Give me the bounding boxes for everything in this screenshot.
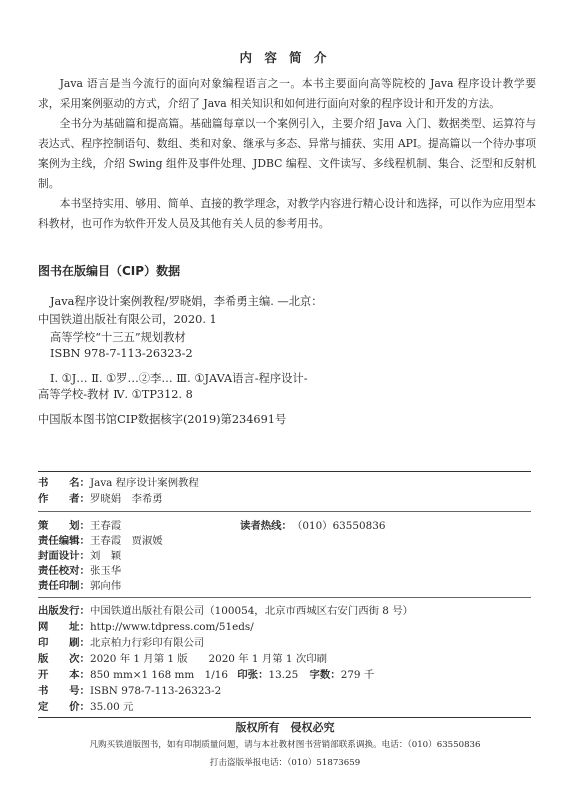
book-name-row [38, 476, 199, 490]
cip-title: 图书在版编目（CIP）数据 [38, 264, 181, 278]
words-label: 字数： [309, 669, 341, 681]
quality-note: 凡购买铁道版图书，如有印制质量问题，请与本社教材图书营销部联系调换。电话：（010）63550836 [89, 740, 481, 750]
book-name: Java 程序设计案例教程 [89, 477, 199, 489]
planner-label: 策 划： [38, 520, 90, 532]
planner-row [38, 519, 121, 533]
price-label: 定 价： [38, 701, 90, 713]
author-label: 作 者： [38, 493, 90, 505]
printer-label: 印 刷： [38, 637, 90, 649]
piracy-hotline: 打击盗版举报电话：（010）51873659 [209, 758, 361, 768]
divider [38, 471, 531, 472]
print-manager-row [38, 579, 121, 593]
cover-designer: 刘 颖 [89, 550, 122, 562]
intro-paragraph-3: 本书坚持实用、够用、简单、直接的教学理念，对教学内容进行精心设计和选择，可以作为应用型本科教材，也可作为软件开发人员及其他有关人员的参考用书。 [38, 197, 536, 230]
proof-row [38, 564, 121, 578]
cip-line: Ⅰ. ①J… Ⅱ. ①罗…②李… Ⅲ. ①JAVA语言-程序设计- [50, 372, 308, 385]
words: 279 千 [340, 669, 375, 681]
format-label: 开 本： [38, 669, 90, 681]
intro-title: 内 容 简 介 [239, 50, 331, 65]
divider [38, 597, 531, 598]
print-manager: 郭向伟 [89, 580, 122, 592]
url: http://www.tdpress.com/51eds/ [89, 621, 254, 633]
printer: 北京柏力行彩印有限公司 [89, 637, 205, 649]
cip-line: ISBN 978-7-113-26323-2 [50, 347, 193, 360]
intro-paragraph-1: Java 语言是当今流行的面向对象编程语言之一。本书主要面向高等院校的 Java 程序设计教学要求，采用案例驱动的方式，介绍了 Java 相关知识和如何进行面向对象的程序设计和开发的方法。 [38, 77, 536, 110]
isbn-label: 书 号： [38, 685, 90, 697]
isbn-row [38, 684, 221, 698]
isbn: ISBN 978-7-113-26323-2 [89, 685, 222, 697]
hotline-row [240, 519, 385, 533]
book-name-label: 书 名： [38, 477, 90, 489]
editor: 王春霞 贾淑媛 [89, 535, 163, 547]
rights-notice: 版权所有 侵权必究 [235, 721, 335, 734]
cover-row [38, 549, 121, 563]
publisher-row [38, 604, 413, 618]
divider [38, 717, 531, 718]
sheets: 13.25 [268, 669, 299, 681]
proof-label: 责任校对： [38, 565, 90, 577]
cip-number: 中国版本图书馆CIP数据核字(2019)第234691号 [38, 413, 287, 426]
divider [38, 511, 531, 512]
publisher: 中国铁道出版社有限公司（100054，北京市西城区右安门西街 8 号） [89, 605, 413, 617]
price-row [38, 700, 133, 714]
price: 35.00 元 [89, 701, 134, 713]
format: 850 mm×1 168 mm 1/16 [89, 669, 228, 681]
cip-line: 中国铁道出版社有限公司，2020. 1 [38, 313, 217, 326]
cip-line: 高等学校-教材 Ⅳ. ①TP312. 8 [38, 388, 193, 401]
edition: 2020 年 1 月第 1 版 2020 年 1 月第 1 次印刷 [89, 653, 327, 665]
intro-paragraph-2: 全书分为基础篇和提高篇。基础篇每章以一个案例引入，主要介绍 Java 入门、数据类型、运算符与表达式、程序控制语句、数组、类和对象、继承与多态、异常与捕获、实用 API。提高篇以一个待办事项案例为主线，介绍 Swing 组件及事件处理、JDBC 编程、文件读写、多线程机制、集合、泛型和反射机制。 [38, 117, 536, 190]
url-row [38, 620, 254, 634]
editor-row [38, 534, 163, 548]
hotline-label: 读者热线： [240, 520, 292, 532]
edition-label: 版 次： [38, 653, 90, 665]
cip-line: Java程序设计案例教程/罗晓娟，李希勇主编. —北京： [50, 295, 323, 308]
format-row [38, 668, 374, 682]
hotline: （010）63550836 [291, 520, 386, 532]
author: 罗晓娟 李希勇 [89, 493, 163, 505]
publisher-label: 出版发行： [38, 605, 90, 617]
planner: 王春霞 [89, 520, 122, 532]
proofreader: 张玉华 [89, 565, 122, 577]
author-row [38, 492, 163, 506]
print-manager-label: 责任印制： [38, 580, 90, 592]
url-label: 网 址： [38, 621, 90, 633]
cover-label: 封面设计： [38, 550, 90, 562]
printer-row [38, 636, 204, 650]
edition-row [38, 652, 327, 666]
sheets-label: 印张： [237, 669, 269, 681]
cip-line: 高等学校“十三五”规划教材 [50, 331, 186, 344]
editor-label: 责任编辑： [38, 535, 90, 547]
